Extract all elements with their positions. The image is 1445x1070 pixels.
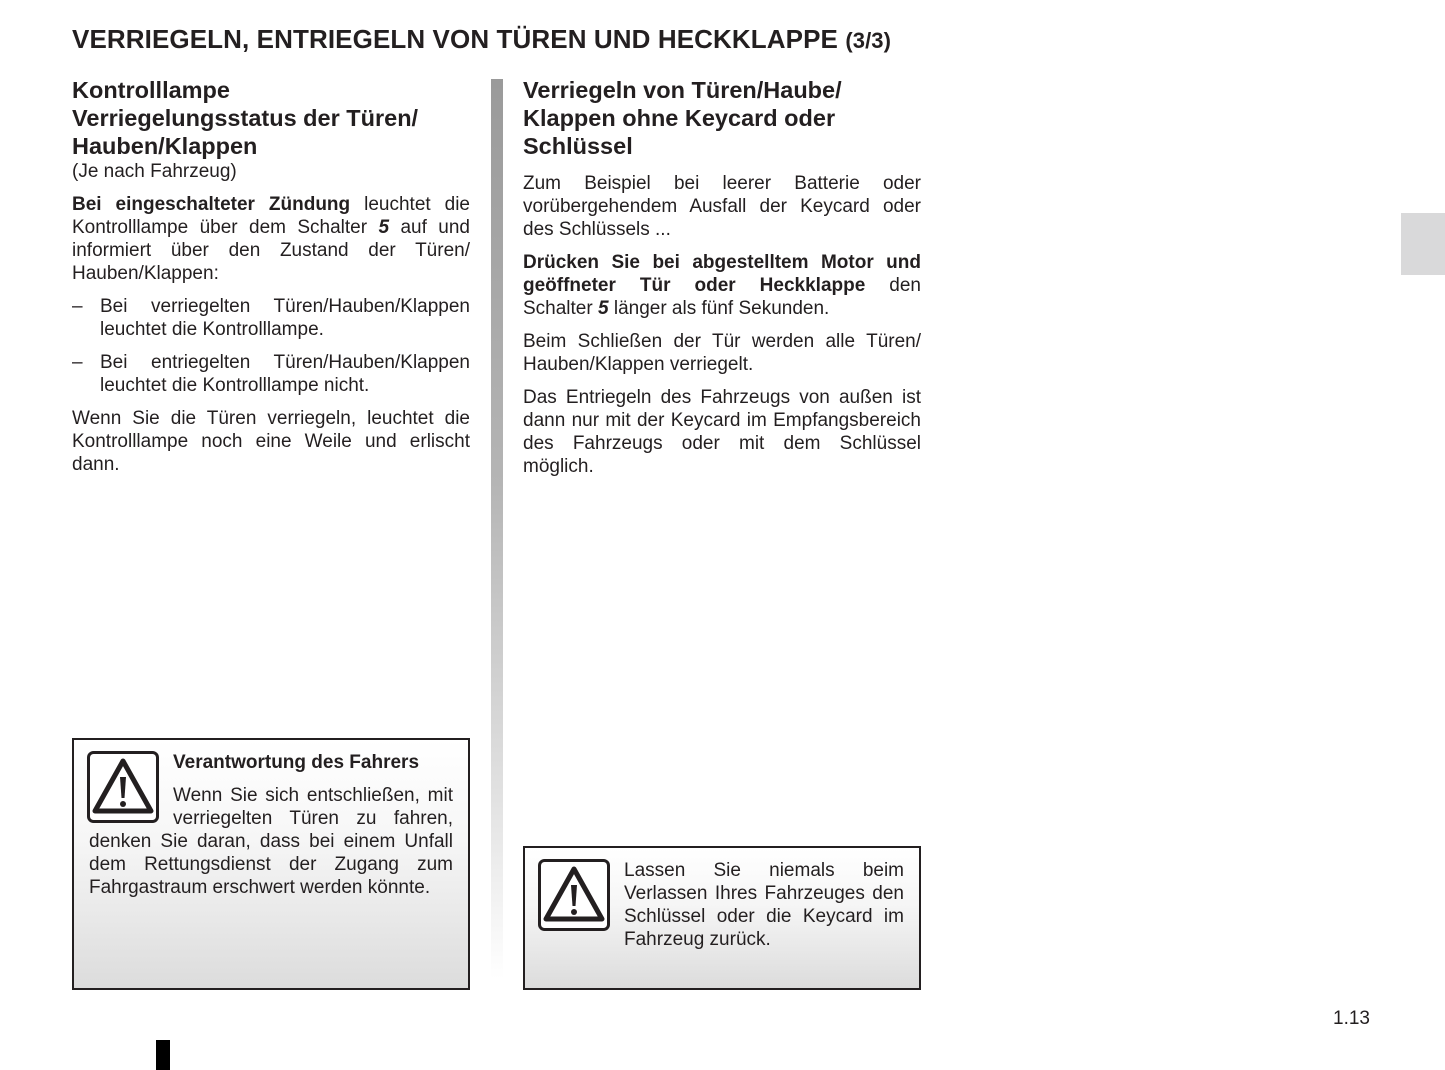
lamp-status-list: [72, 295, 470, 397]
warning-title: Verantwortung des Fahrers: [173, 752, 420, 773]
chapter-tab-marker: [1401, 213, 1445, 275]
list-item: [72, 351, 470, 397]
warning-triangle-icon: [87, 751, 159, 823]
battery-example-paragraph: Zum Beispiel bei leerer Batterie oder vorübergehendem Ausfall der Keycard oder des Schlüssels ...: [523, 173, 921, 240]
driver-responsibility-warning: [72, 738, 470, 990]
right-heading-line-3: Schlüssel: [523, 133, 633, 159]
switch-number: 5: [597, 298, 609, 319]
page-title-suffix: (3/3): [845, 28, 892, 53]
list-dash: –: [72, 296, 83, 317]
left-heading-line-3: Hauben/Klappen: [72, 133, 258, 159]
press-switch-text-b: länger als fünf Sekunden.: [608, 298, 830, 319]
left-column: [72, 76, 470, 476]
crop-mark: [156, 1040, 170, 1070]
ignition-text-b: auf und informiert über den Zustand der Türen/ Hauben/Klappen:: [72, 217, 471, 284]
left-heading-line-2: Verriegelungsstatus der Türen/: [72, 105, 419, 131]
right-column: [523, 76, 921, 478]
lock-lamp-paragraph: Wenn Sie die Türen verriegeln, leuchtet die Kontrolllampe noch eine Weile und erlischt dann.: [72, 408, 470, 475]
list-dash: –: [72, 352, 83, 373]
press-switch-paragraph: [523, 251, 921, 320]
press-switch-bold-text: Drücken Sie bei abgestelltem Motor und geöffneter Tür oder Heckklappe: [523, 252, 921, 296]
warning-triangle-icon: [538, 859, 610, 931]
switch-number: 5: [378, 217, 390, 238]
left-heading-line-1: Kontrolllampe: [72, 77, 230, 103]
page-number: 1.13: [1333, 1008, 1370, 1029]
right-heading-line-1: Verriegeln von Türen/Haube/: [523, 77, 842, 103]
left-section-heading: [72, 76, 470, 160]
ignition-text-a: leuchtet die Kontrolllampe über dem Schalter: [72, 194, 470, 238]
warning-text: Wenn Sie sich entschließen, mit verriegelten Türen zu fahren, denken Sie daran, dass bei einem Unfall dem Rettungsdienst der Zugang zum Fahrgastraum erschwert werden könnte.: [89, 785, 453, 898]
list-item-text: Bei verriegelten Türen/Hauben/Klappen leuchtet die Kontrolllampe.: [100, 296, 470, 340]
right-heading-line-2: Klappen ohne Keycard oder: [523, 105, 836, 131]
door-close-paragraph: Beim Schließen der Tür werden alle Türen/ Hauben/Klappen verriegelt.: [523, 331, 921, 375]
list-item: [72, 295, 470, 341]
right-section-heading: [523, 76, 921, 160]
unlock-paragraph: Das Entriegeln des Fahrzeugs von außen ist dann nur mit der Keycard im Empfangsbereich des Fahrzeugs oder mit dem Schlüssel möglich.: [523, 387, 921, 477]
press-switch-text-a: den Schalter: [523, 275, 921, 319]
ignition-bold-text: Bei eingeschalteter Zündung: [72, 194, 351, 215]
list-item-text: Bei entriegelten Türen/Hauben/Klappen leuchtet die Kontrolllampe nicht.: [100, 352, 470, 396]
ignition-paragraph: [72, 193, 470, 285]
vehicle-dependent-note: (Je nach Fahrzeug): [72, 161, 237, 182]
page-title: [72, 24, 891, 55]
key-left-in-vehicle-warning: [523, 846, 921, 990]
column-divider: [491, 79, 503, 979]
page-title-text: VERRIEGELN, ENTRIEGELN VON TÜREN UND HECKKLAPPE: [72, 24, 838, 54]
warning-text: Lassen Sie niemals beim Verlassen Ihres Fahrzeuges den Schlüssel oder die Keycard im Fahrzeug zurück.: [624, 860, 904, 950]
